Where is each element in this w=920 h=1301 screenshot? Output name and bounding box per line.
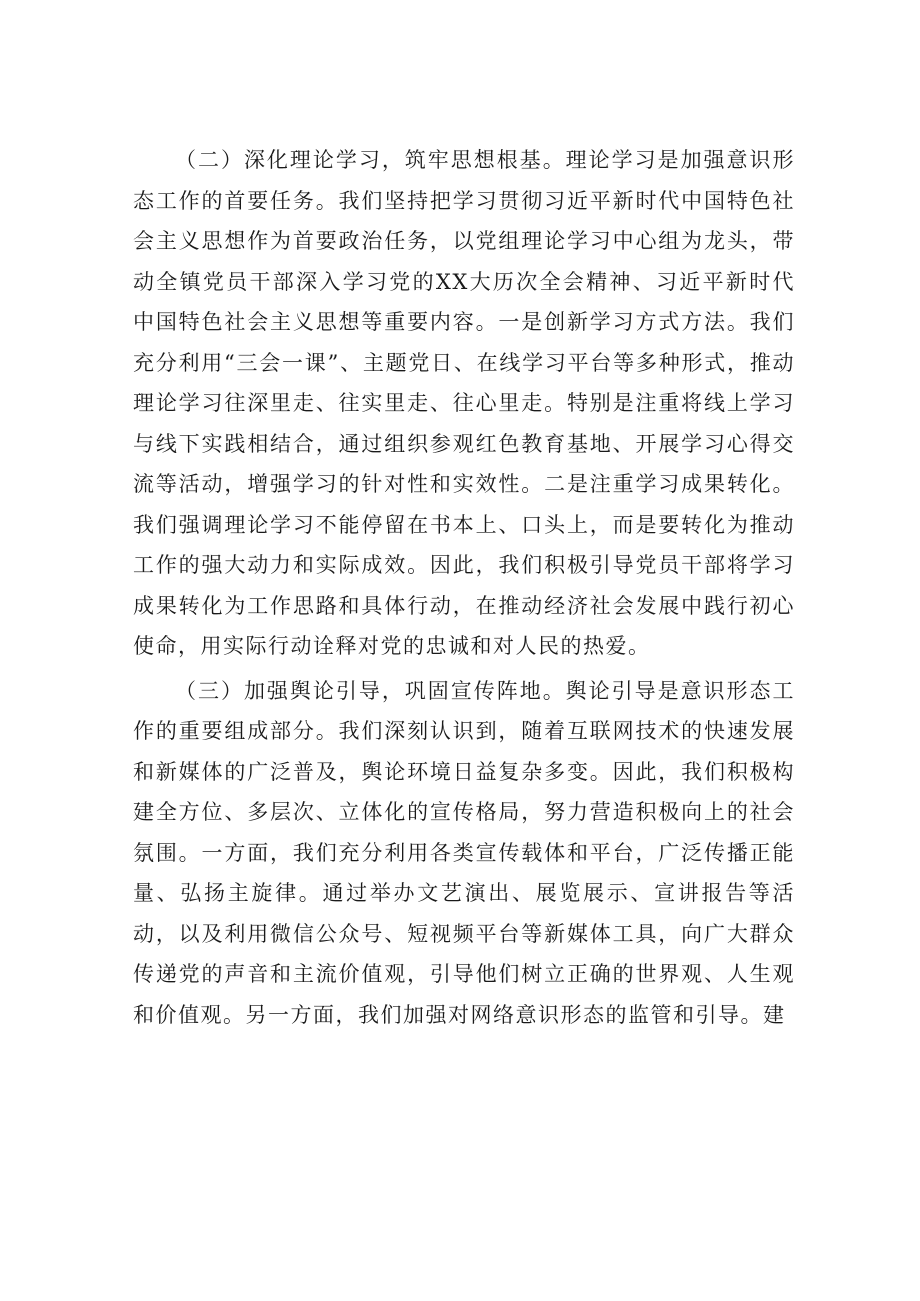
paragraph-section-3: （三）加强舆论引导，巩固宣传阵地。舆论引导是意识形态工作的重要组成部分。我们深刻认识到，随着互联网技术的快速发展和新媒体的广泛普及，舆论环境日益复杂多变。因此，我们积极构建全方位、多层次、立体化的宣传格局，努力营造积极向上的社会氛围。一方面，我们充分利用各类宣传载体和平台，广泛传播正能量、弘扬主旋律。通过举办文艺演出、展览展示、宣讲报告等活动，以及利用微信公众号、短视频平台等新媒体工具，向广大群众传递党的声音和主流价值观，引导他们树立正确的世界观、人生观和价值观。另一方面，我们加强对网络意识形态的监管和引导。建 bbox=[133, 678, 795, 1027]
document-body bbox=[133, 140, 795, 1039]
paragraph-section-2: （二）深化理论学习，筑牢思想根基。理论学习是加强意识形态工作的首要任务。我们坚持把学习贯彻习近平新时代中国特色社会主义思想作为首要政治任务，以党组理论学习中心组为龙头，带动全镇党员干部深入学习党的XX大历次全会精神、习近平新时代中国特色社会主义思想等重要内容。一是创新学习方式方法。我们充分利用“三会一课”、主题党日、在线学习平台等多种形式，推动理论学习往深里走、往实里走、往心里走。特别是注重将线上学习与线下实践相结合，通过组织参观红色教育基地、开展学习心得交流等活动，增强学习的针对性和实效性。二是注重学习成果转化。我们强调理论学习不能停留在书本上、口头上，而是要转化为推动工作的强大动力和实际成效。因此，我们积极引导党员干部将学习成果转化为工作思路和具体行动，在推动经济社会发展中践行初心使命，用实际行动诠释对党的忠诚和对人民的热爱。 bbox=[133, 148, 795, 658]
